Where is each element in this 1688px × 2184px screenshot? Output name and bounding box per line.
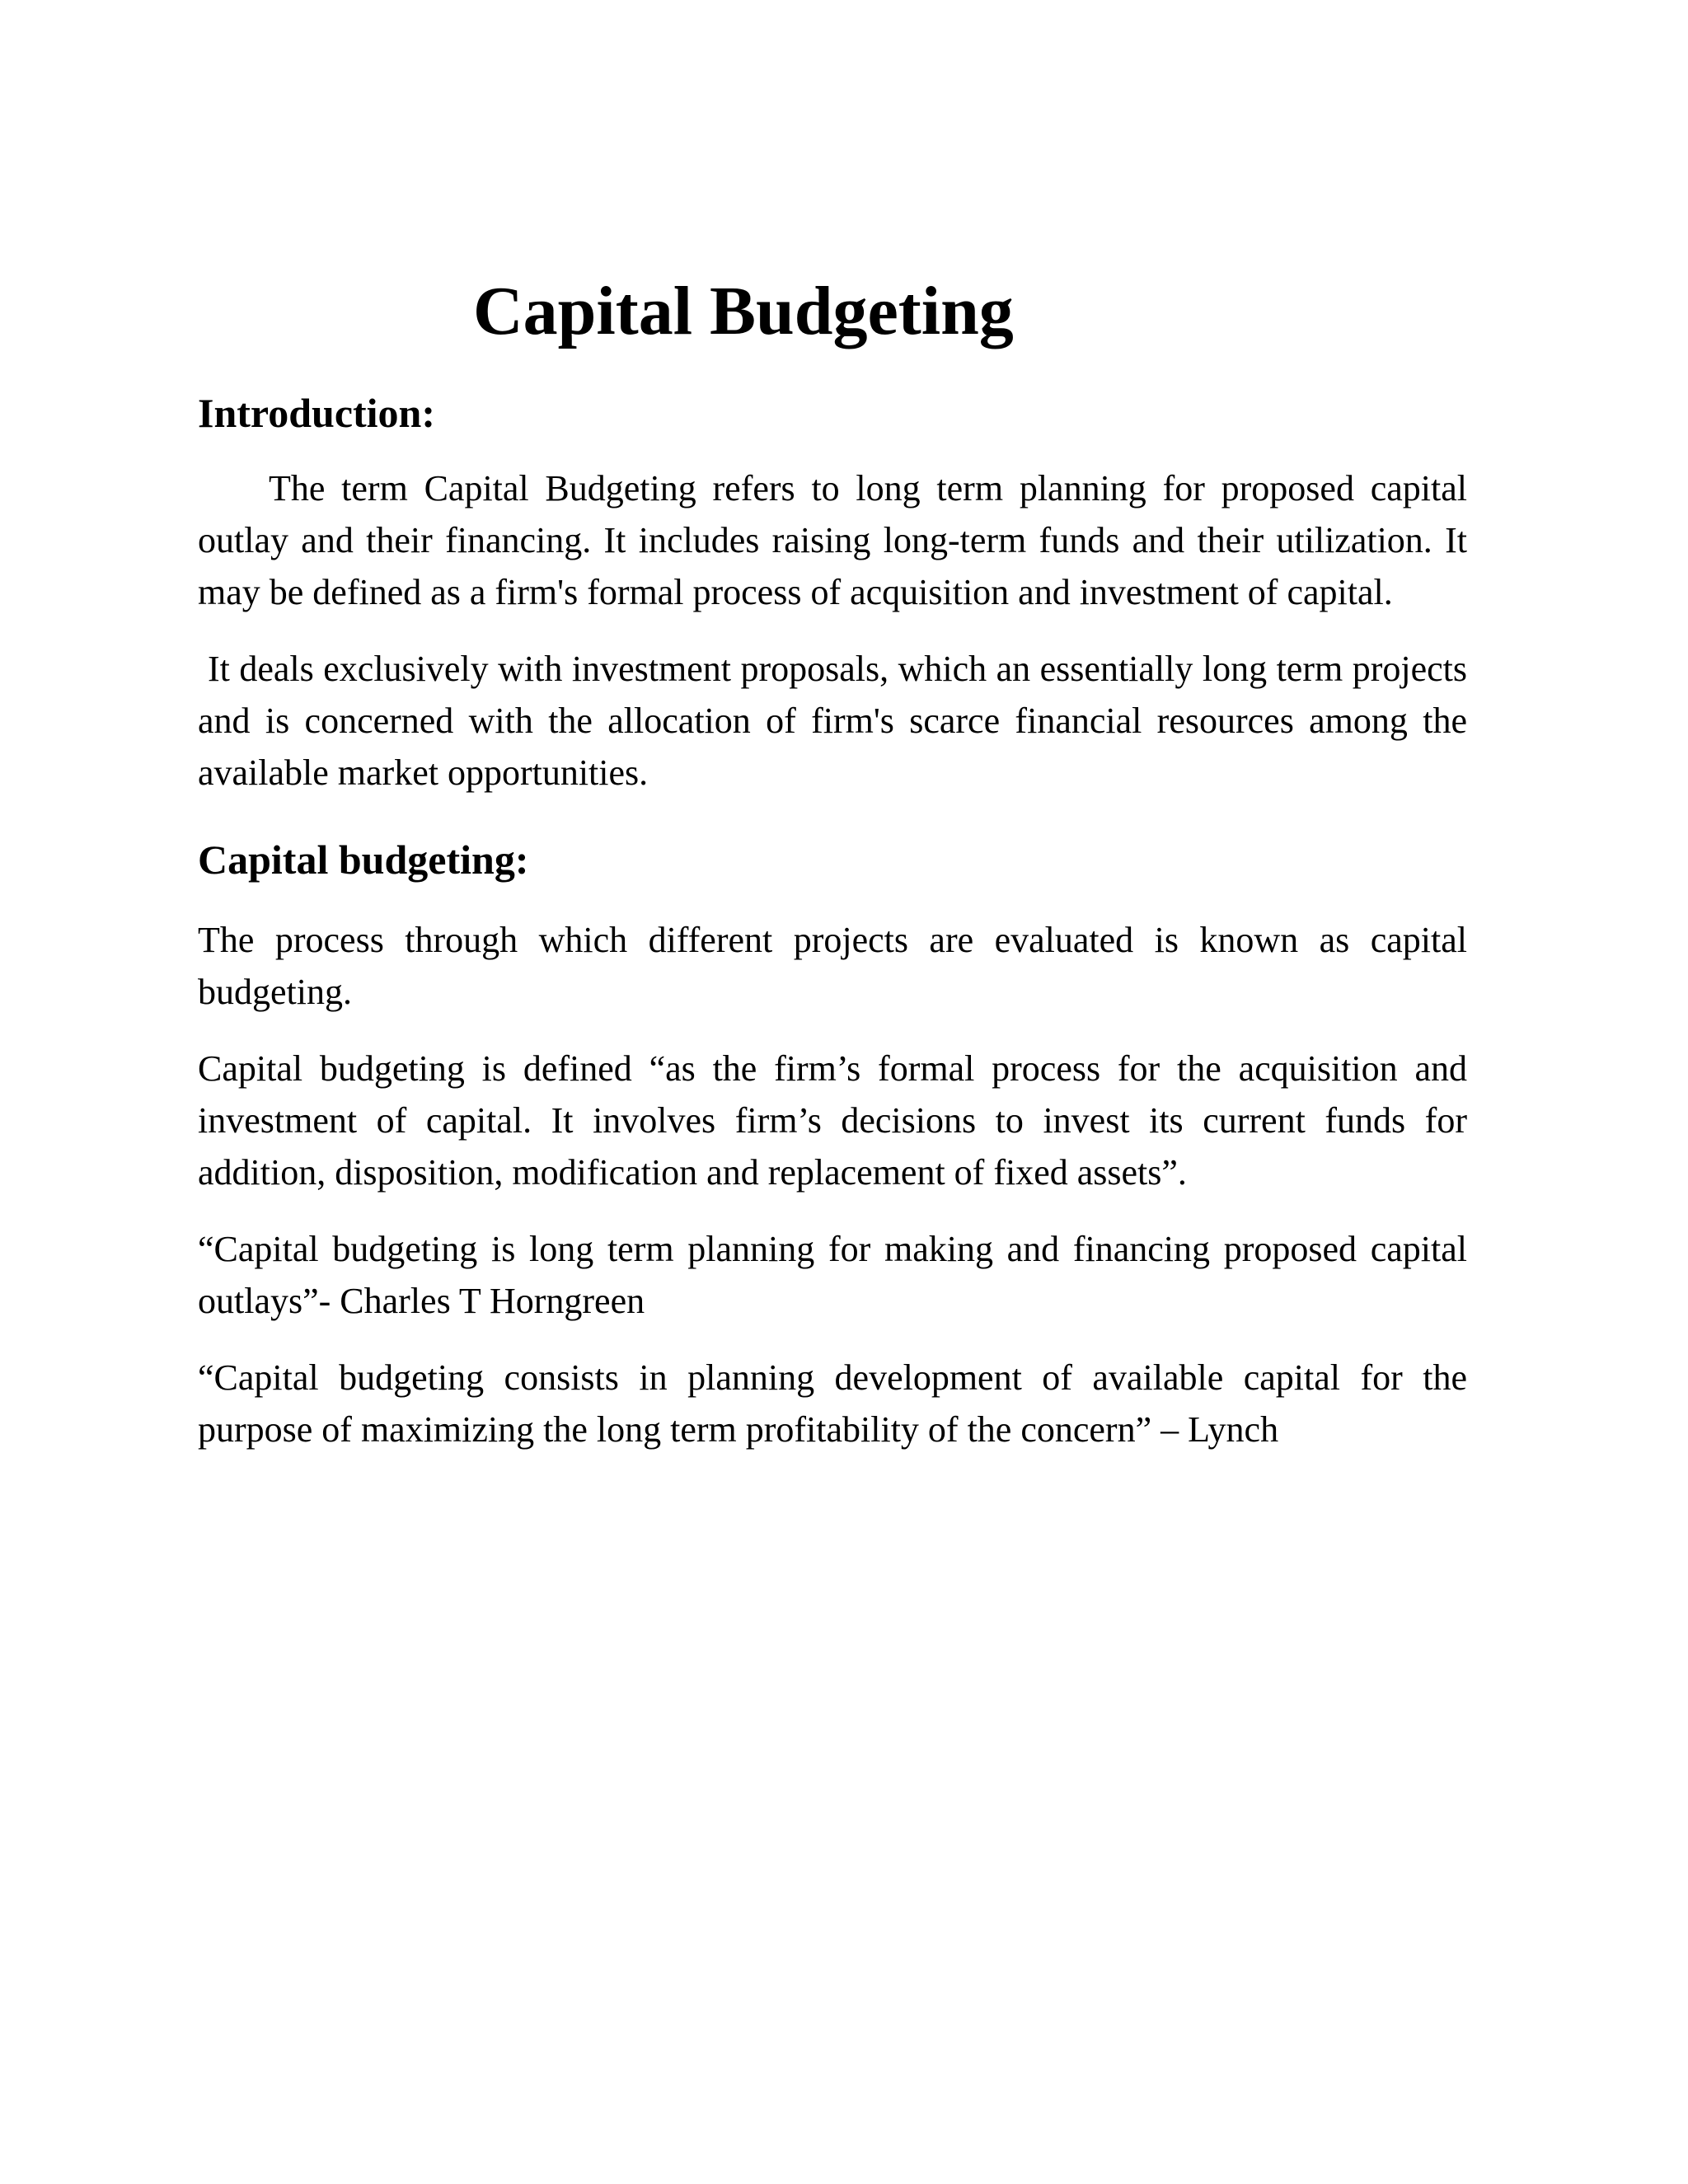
document-title: Capital Budgeting	[473, 273, 1014, 349]
quote-paragraph: “Capital budgeting is long term planning for making and financing proposed capital outlays”- Charles T Horngreen	[198, 1228, 1467, 1321]
paragraph: The term Capital Budgeting refers to long term planning for proposed capital outlay and their financing. It includes raising long-term funds and their utilization. It may be defined as a firm's formal process of acquisition and investment of capital.	[198, 467, 1467, 612]
section-heading-introduction: Introduction:	[198, 389, 436, 436]
document-body	[198, 272, 1467, 1455]
paragraph: Capital budgeting is defined “as the firm’s formal process for the acquisition and investment of capital. It involves firm’s decisions to invest its current funds for addition, disposition, modification and replacement of fixed assets”.	[198, 1047, 1467, 1193]
paragraph: The process through which different projects are evaluated is known as capital budgeting.	[198, 919, 1467, 1012]
section-heading-capital-budgeting: Capital budgeting:	[198, 836, 529, 883]
paragraph: It deals exclusively with investment proposals, which an essentially long term projects and is concerned with the allocation of firm's scarce financial resources among the available market opportunities.	[198, 648, 1467, 793]
quote-paragraph: “Capital budgeting consists in planning development of available capital for the purpose of maximizing the long term profitability of the concern” – Lynch	[198, 1357, 1467, 1450]
